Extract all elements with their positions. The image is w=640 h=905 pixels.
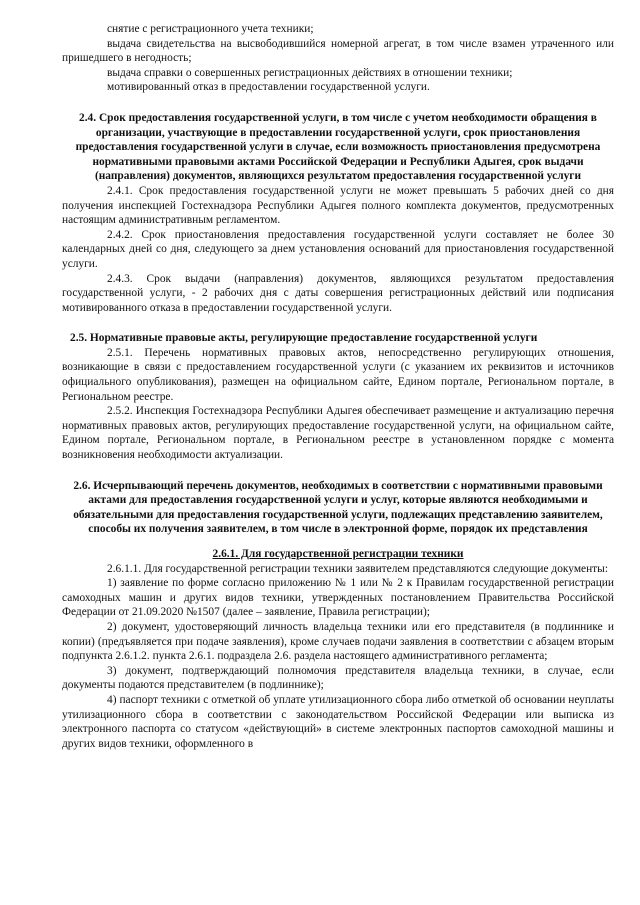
spacer [62,463,614,479]
spacer [62,315,614,331]
list-item: 3) документ, подтверждающий полномочия представителя владельца техники, в случае, если документы подаются представителем (в подлиннике); [62,664,614,692]
list-item: выдача справки о совершенных регистрационных действиях в отношении техники; [107,66,513,79]
paragraph: 2.4.2. Срок приостановления предоставления государственной услуги составляет не более 30 календарных дней со дня, следующего за днем установления оснований для приостановления государственной услуги. [62,228,614,270]
paragraph: 2.4.3. Срок выдачи (направления) документов, являющихся результатом предоставления государственной услуги, - 2 рабочих дня с даты совершения регистрационных действий или подписания мотивированного отказа в предоставлении государственной услуги. [62,272,614,314]
paragraph: 2.6.1.1. Для государственной регистрации техники заявителем представляются следующие документы: [107,562,608,575]
list-item: 2) документ, удостоверяющий личность владельца техники или его представителя (в подлиннике и копии) (предъявляется при подаче заявления), кроме случаев подачи заявления в соответствии с абзацем вторым подпункта 2.6.1.2. пункта 2.6.1. подраздела 2.6. раздела настоящего административного регламента; [62,620,614,663]
paragraph: 2.4.1. Срок предоставления государственной услуги не может превышать 5 рабочих дней со дня получения инспекцией Гостехнадзора Республики Адыгея полного комплекта документов, предусмотренных настоящим административным регламентом. [62,184,614,227]
section-2-4-heading: 2.4. Срок предоставления государственной услуги, в том числе с учетом необходимости обращения в организации, участвующие в предоставлении государственной услуги, срок приостановления предоставления государственной услуги в случае, если возможность приостановления предусмотрена нормативными правовыми актами Российской Федерации и Республики Адыгея, срок выдачи (направления) документов, являющихся результатом предоставления государственной услуги [75,111,601,183]
list-item: мотивированный отказ в предоставлении государственной услуги. [107,81,430,94]
document-page [62,22,614,751]
paragraph: 2.5.2. Инспекция Гостехнадзора Республики Адыгея обеспечивает размещение и актуализацию перечня нормативных правовых актов, регулирующих предоставление государственной услуги, на официальном сайте, Едином портале, Региональном портале, в Региональном реестре в установленном порядке с момента возникновения необходимости актуализации. [62,405,614,462]
paragraph: 2.5.1. Перечень нормативных правовых актов, непосредственно регулирующих отношения, возникающие в связи с предоставлением государственной услуги (с указанием их реквизитов и источников официального опубликования), размещен на официальном сайте, Едином портале, Региональном портале, в Региональном реестре. [62,346,614,403]
list-item: 4) паспорт техники с отметкой об уплате утилизационного сбора либо отметкой об основании неуплаты утилизационного сбора в соответствии с законодательством Российской Федерации или выписка из электронного паспорта со статусом «действующий» в системе электронных паспортов самоходной машины и других видов техники, оформленного в [62,693,614,750]
subsection-2-6-1-heading [62,547,614,562]
list-item: 1) заявление по форме согласно приложению № 1 или № 2 к Правилам государственной регистрации самоходных машин и других видов техники, утвержденных постановлением Правительства Российской Федерации от 21.09.2020 №1507 (далее – заявление, Правила регистрации); [62,577,614,619]
section-2-5-heading: 2.5. Нормативные правовые акты, регулирующие предоставление государственной услуги [70,332,538,345]
list-item: снятие с регистрационного учета техники; [107,23,314,35]
subsection-heading-text: 2.6.1. Для государственной регистрации техники [212,548,464,560]
spacer [62,95,614,111]
spacer [62,537,614,547]
list-item: выдача свидетельства на высвободившийся номерной агрегат, в том числе взамен утраченного или пришедшего в негодность; [62,37,614,65]
section-2-6-heading: 2.6. Исчерпывающий перечень документов, необходимых в соответствии с нормативными правовыми актами для предоставления государственной услуги и услуг, которые являются необходимыми и обязательными для предоставления государственной услуги, подлежащих представлению заявителем, способы их получения заявителем, в том числе в электронной форме, порядок их представления [73,479,603,536]
